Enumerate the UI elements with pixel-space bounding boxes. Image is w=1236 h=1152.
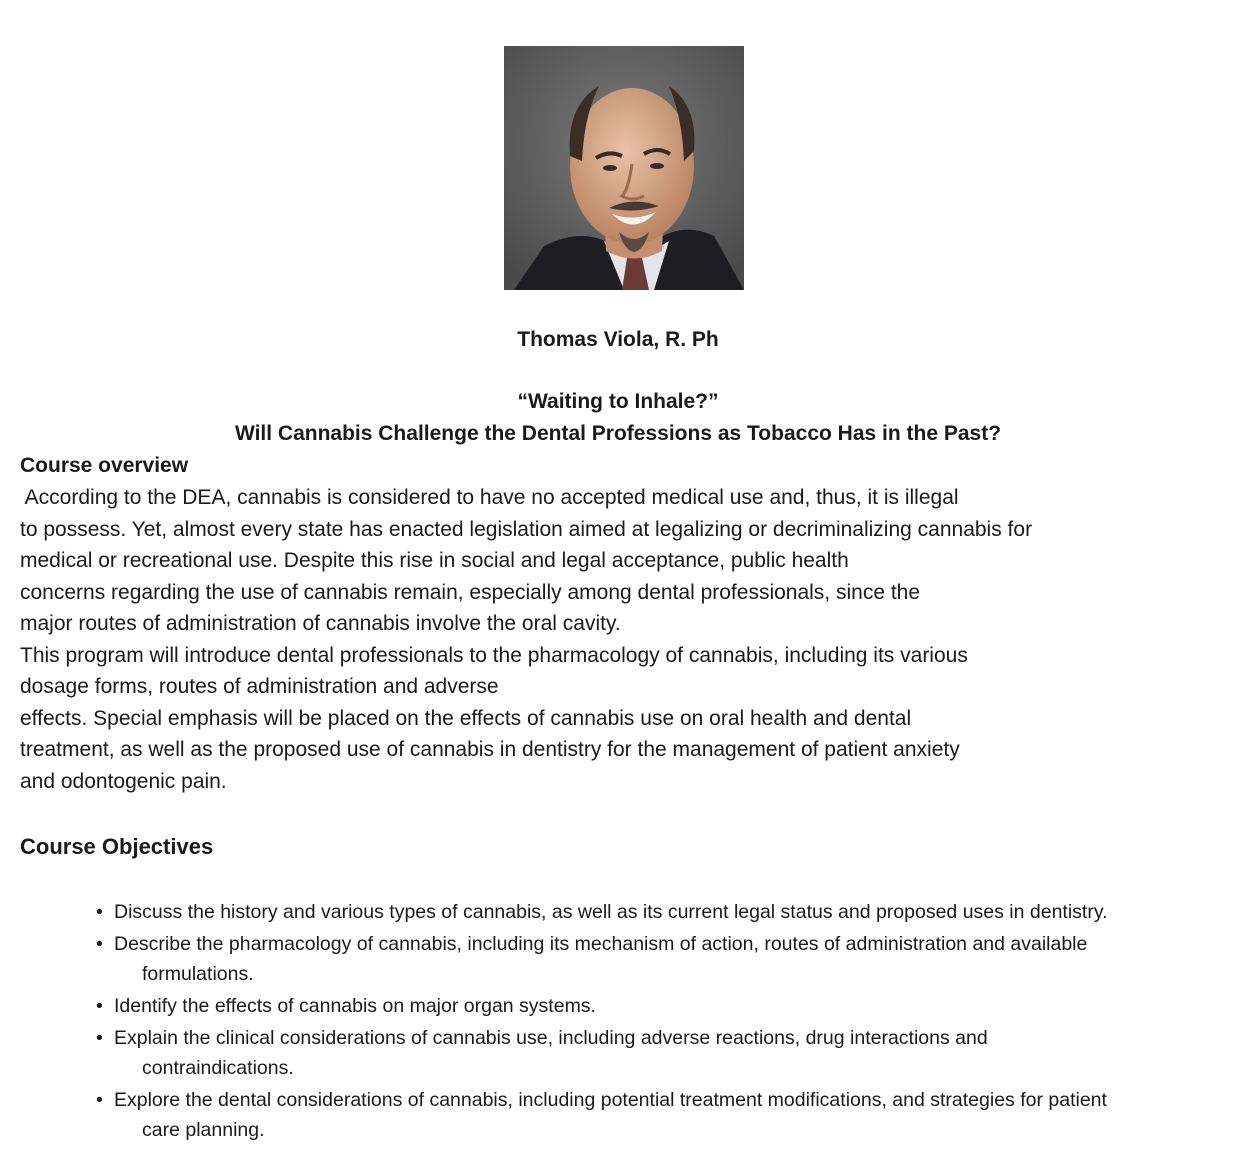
overview-line: This program will introduce dental professionals to the pharmacology of cannabis, including its various xyxy=(20,643,968,667)
bullet-icon: • xyxy=(96,901,103,923)
objective-text: Discuss the history and various types of cannabis, as well as its current legal status and proposed uses in dentistry. xyxy=(114,901,1108,923)
bullet-icon: • xyxy=(96,933,103,955)
list-item xyxy=(96,991,1226,1021)
objectives-heading: Course Objectives xyxy=(20,834,214,859)
bullet-icon: • xyxy=(96,1027,103,1049)
overview-line: to possess. Yet, almost every state has enacted legislation aimed at legalizing or decriminalizing cannabis for xyxy=(20,517,1033,541)
objective-text: Identify the effects of cannabis on major organ systems. xyxy=(114,995,596,1017)
speaker-photo xyxy=(504,46,744,290)
speaker-name: Thomas Viola, R. Ph xyxy=(517,328,719,351)
list-item xyxy=(96,1085,1226,1145)
objective-text: Explain the clinical considerations of cannabis use, including adverse reactions, drug interactions and xyxy=(114,1027,988,1049)
overview-body xyxy=(20,482,1220,797)
overview-line: According to the DEA, cannabis is considered to have no accepted medical use and, thus, it is illegal xyxy=(20,486,959,509)
list-item xyxy=(96,897,1226,927)
list-item xyxy=(96,1023,1226,1083)
overview-line: dosage forms, routes of administration and adverse xyxy=(20,675,499,698)
overview-line: concerns regarding the use of cannabis remain, especially among dental professionals, since the xyxy=(20,580,921,604)
objective-text-continued: contraindications. xyxy=(142,1057,294,1079)
objectives-list xyxy=(96,897,1226,1147)
objective-text-continued: formulations. xyxy=(142,963,254,985)
overview-line: medical or recreational use. Despite this rise in social and legal acceptance, public health xyxy=(20,549,849,572)
overview-line: effects. Special emphasis will be placed on the effects of cannabis use on oral health and dental xyxy=(20,706,912,730)
overview-line: treatment, as well as the proposed use of cannabis in dentistry for the management of patient anxiety xyxy=(20,738,960,761)
speaker-portrait-icon xyxy=(504,46,744,290)
course-title-line2: Will Cannabis Challenge the Dental Professions as Tobacco Has in the Past? xyxy=(234,422,1002,445)
bullet-icon: • xyxy=(96,1089,103,1111)
list-item xyxy=(96,929,1226,989)
course-title-line1: “Waiting to Inhale?” xyxy=(517,390,719,413)
overview-line: major routes of administration of cannabis involve the oral cavity. xyxy=(20,612,621,635)
overview-line: and odontogenic pain. xyxy=(20,769,227,793)
objective-text-continued: care planning. xyxy=(142,1119,265,1141)
bullet-icon: • xyxy=(96,995,103,1017)
objective-text: Describe the pharmacology of cannabis, including its mechanism of action, routes of administration and available xyxy=(114,933,1088,955)
objective-text: Explore the dental considerations of cannabis, including potential treatment modifications, and strategies for patient xyxy=(114,1089,1107,1111)
overview-heading: Course overview xyxy=(20,454,189,477)
